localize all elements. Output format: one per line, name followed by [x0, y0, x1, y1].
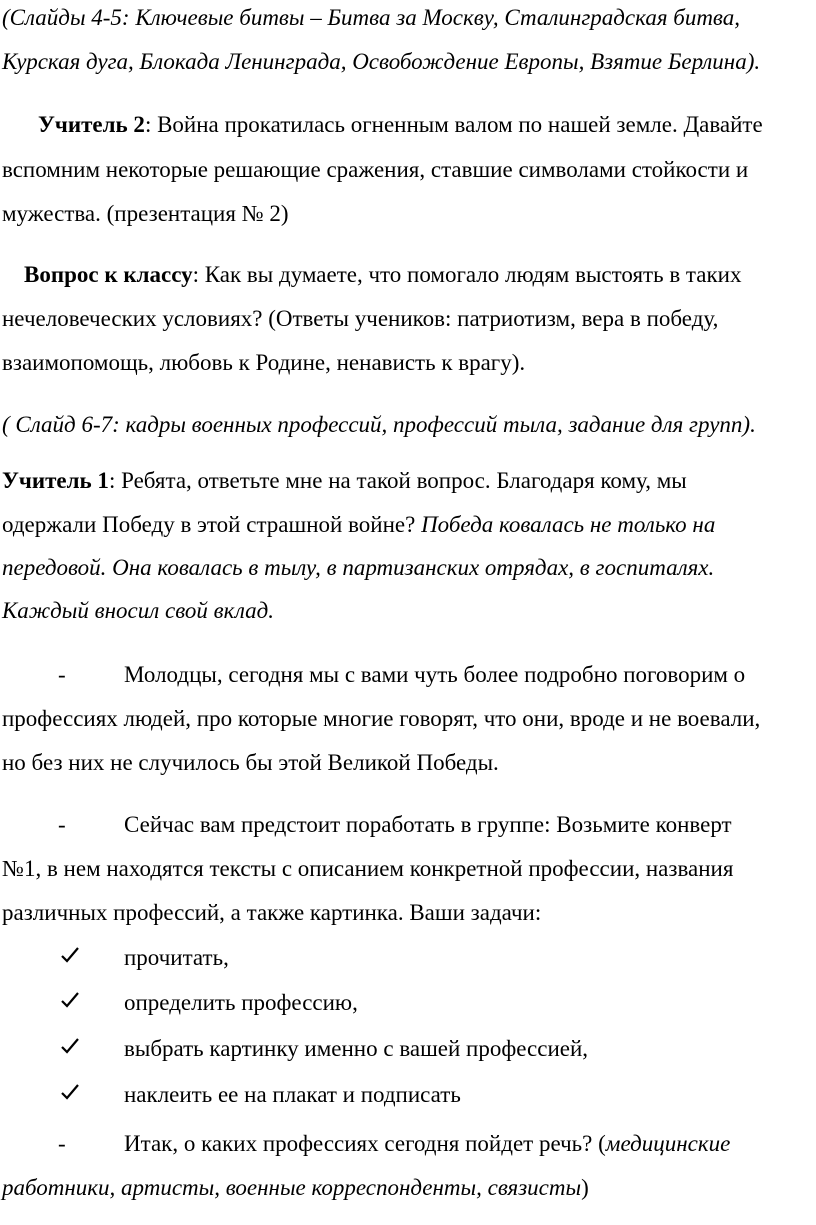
teacher1-text: одержали Победу в этой страшной войне? [2, 512, 422, 537]
slides-note-line-2: Курская дуга, Блокада Ленинграда, Освобождение Европы, Взятие Берлина). [2, 49, 761, 74]
checkmark-icon [60, 1082, 80, 1102]
dash-marker: - [58, 812, 66, 837]
speaker-label: Учитель 1 [2, 468, 109, 493]
checkmark-icon [60, 990, 80, 1010]
dash-marker: - [58, 662, 66, 687]
teacher2-line-1 [38, 112, 763, 138]
teacher1-line-1 [2, 468, 687, 494]
class-question-line-1 [24, 262, 741, 288]
dash-item-1-line-1: Молодцы, сегодня мы с вами чуть более подробно поговорим о [124, 662, 746, 687]
teacher1-line-4: Каждый вносил свой вклад. [2, 598, 275, 623]
answer-italic-text: работники, артисты, военные корреспонденты, связисты [2, 1175, 582, 1200]
slides-note-line-1: (Слайды 4-5: Ключевые битвы – Битва за Москву, Сталинградская битва, [2, 5, 741, 30]
closing-paren: ) [581, 1175, 589, 1200]
dash-item-3-line-2 [2, 1175, 589, 1201]
speaker-label: Вопрос к классу [24, 262, 193, 287]
task-item: определить профессию, [124, 990, 358, 1015]
question-text: Итак, о каких профессиях сегодня пойдет речь? ( [124, 1131, 606, 1156]
dash-item-1-line-3: но без них не случилось бы этой Великой Победы. [2, 750, 499, 775]
dash-item-3-line-1 [124, 1131, 730, 1157]
task-item: наклеить ее на плакат и подписать [124, 1082, 461, 1107]
dash-item-1-line-2: профессиях людей, про которые многие говорят, что они, вроде и не воевали, [2, 706, 761, 731]
class-question-line-3: взаимопомощь, любовь к Родине, ненависть к врагу). [2, 350, 526, 375]
speaker-label: Учитель 2 [38, 112, 145, 137]
teacher2-line-3: мужества. (презентация № 2) [2, 201, 289, 226]
answer-italic-text: медицинские [605, 1131, 731, 1156]
dash-marker: - [58, 1131, 66, 1156]
slides-note-6-7: ( Слайд 6-7: кадры военных профессий, профессий тыла, задание для групп). [2, 412, 756, 437]
dash-item-2-line-3: различных профессий, а также картинка. Ваши задачи: [2, 900, 542, 925]
class-question-text: : Как вы думаете, что помогало людям выстоять в таких [192, 262, 742, 287]
teacher1-line-2 [2, 512, 715, 538]
teacher1-line-3: передовой. Она ковалась в тылу, в партизанских отрядах, в госпиталях. [2, 555, 715, 580]
checkmark-icon [60, 1036, 80, 1056]
dash-item-2-line-1: Сейчас вам предстоит поработать в группе: Возьмите конверт [124, 812, 732, 837]
teacher2-text: : Война прокатилась огненным валом по нашей земле. Давайте [144, 112, 763, 137]
task-item: выбрать картинку именно с вашей профессией, [124, 1036, 589, 1061]
class-question-line-2: нечеловеческих условиях? (Ответы учеников: патриотизм, вера в победу, [2, 306, 719, 331]
teacher2-line-2: вспомним некоторые решающие сражения, ставшие символами стойкости и [2, 157, 749, 182]
teacher1-italic-text: Победа ковалась не только на [421, 512, 716, 537]
teacher1-text: : Ребята, ответьте мне на такой вопрос. Благодаря кому, мы [108, 468, 687, 493]
task-item: прочитать, [124, 945, 229, 970]
checkmark-icon [60, 945, 80, 965]
dash-item-2-line-2: №1, в нем находятся тексты с описанием конкретной профессии, названия [2, 856, 734, 881]
